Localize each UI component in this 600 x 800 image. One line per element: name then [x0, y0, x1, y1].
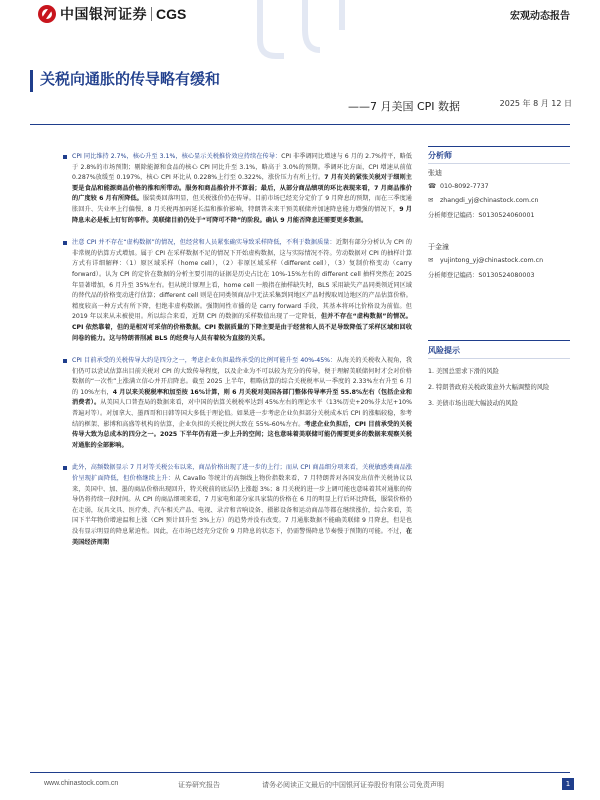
bullet-icon: [63, 359, 67, 363]
footer-divider: [30, 772, 570, 773]
watermark-graphic: [250, 0, 360, 60]
report-title: 关税向通胀的传导略有缓和: [40, 70, 221, 88]
email-text[interactable]: zhangdi_yj@chinastock.com.cn: [440, 196, 539, 204]
phone-text: 010-8092-7737: [440, 182, 489, 190]
paragraph-lead: CPI 目前承受的关税传导大约是四分之一，考虑企业负担最终承受的比例可能升至 40%-45%：: [72, 357, 337, 365]
paragraph-emphasis-2: 9 月降息未必是板上钉钉的事件。美联储目前仍处于“可降可不降”的阶段。确认 9 月能否降息还需要更多数据。: [72, 205, 412, 224]
analyst-heading: 分析师: [428, 151, 452, 160]
brand-name-cn: 中国银河证券: [60, 7, 147, 23]
brand-logo-icon: [38, 5, 56, 23]
paragraph: [72, 152, 412, 226]
paragraph-body: CPI 非季调同比增速与 6 月的 2.7%持平，略低于 2.8%的市场预期；剔除能源和食品的核心 CPI 同比升至 3.1%，略高于 3.0%的预期。季调环比方面，CPI 增速从前值 0.287%放缓至 0.197%，核心 CPI 环比从 0.228%上行至 0.322%，涨价压力有所上行。: [72, 153, 412, 182]
paragraph-tail: 服装类回落明显，但关税涨价仍在传导。目前市场已经充分定价了 9 月降息的预期，而在三季度通胀回升、失业率上行偏慢、8 月关税再加码延长温和推价影响，特朗普未来干预美联储并加速降息能力增强的情况下，: [72, 195, 412, 213]
paragraph-emphasis: 7 月有关的紧张关税对于细则主要是食品和能源商品价格的推和所带动。服务和商品推价并不算弱；最后，从部分商品绩项的环比表现来看，7 月商品推价的广度较 6 月有所降低。: [72, 174, 412, 203]
sidebar-divider: [428, 340, 570, 341]
sidebar-subdivider: [428, 163, 570, 164]
paragraph-emphasis: 但并不存在“虚构数据”的情况。CPI 依然靠着，但的是相对可采信的价格数据。CPI 数据质量的下降主要是由于经营和人员不足导致降低了采样区域和回收问卷的能力。这与特朗普削减 BLS 的经费与人员有着较为直接的关系。: [72, 313, 412, 342]
sidebar-subdivider: [428, 358, 570, 359]
paragraph-body: 近期有部分分析认为 CPI 的非常规的估算方式增加。属于 CPI 在采样数据不足的情况下开始虚构数据，这与实际情况不符。劳动数据对 CPI 的抽样计算方式有详细解释：（1）原区域采样（home cell），（2）非原区域采样（different cell），（3）复制价格变动（carry forward）。认为 CPI 的定价在数据的分析主要引用的证据是历史占比在 10%-15%左右的 different cell 抽样突然在 2025 年显著增加，6 月升至 35%左右。但从统计原理上看，home cell 一般指在抽样缺失时，BLS 采用缺失产品同类领近同区域的替代品的价格变动进行估算；different cell 则是在同类领商品中无法采集到同地区产品时搜取周边地区的产品估算价格。精度较高一种方式有所下降，但绝非虚构数据。强期间性市播的是 carry forward 手段，其基本将环比价格设为前值。但 2019 年以来从未被使用。所以综合来看，近期 CPI 的数据的采样数值出现了一定降低，: [72, 239, 412, 321]
paragraph-body: 从 Cavallo 等统计的高频线上物价指数来看，7 月特朗普对各国发出信件关税协议以来，美国中、加、墨的商品价格出现回升，特关税前的底层仍上涨超 3%；8 月关税的进一步上调可能也意味着其对通胀的传导仍将持续一段时间。从 CPI 的商品细项来看，7 月家电和部分家具家装的价格在 6 月的明显上行后环比降低，服装价格仍在走弱，玩具文具、医疗类、汽车相关产品、电视、录音和音响设备、摄影设备和运动商品等都在继续涨价，综合来看，美国下半年物价增速温和上涨（CPI 预计回升至 3%上方）的趋势并没有改变。7 月通胀数据不能确美联储 9 月降息，但是也没有显示明显的降息紧迫性。因此，在市场已经充分定价 9 月降息的状态下，仍需警惕降息节奏慢于预期的可能。不过，: [72, 475, 413, 535]
risk-heading: 风险提示: [428, 346, 460, 355]
page-number: 1: [562, 778, 574, 790]
title-divider: [30, 124, 570, 125]
analyst-cert: [428, 210, 534, 219]
paragraph-emphasis-2: 考虑企业负担后，CPI 目前承受的关税传导大致为总成本的四分之一。2025 下半年仍有进一步上升的空间；这也意味着美联储可能仍需要更多的数据来观察关税对通胀的全部影响。: [72, 420, 413, 449]
bullet-icon: [63, 466, 67, 470]
report-date: 2025 年 8 月 12 日: [499, 99, 572, 108]
analyst-name: 张迪: [428, 169, 442, 177]
risk-item: 1. 美国总需求下滑的风险: [428, 368, 499, 375]
paragraph-emphasis: 在美国经济周期: [72, 528, 412, 546]
paragraph-body: 从海关的关税收入视角，我们仍可以尝试估算出目前关税对 CPI 的大致传导程度，以及企业为不可以较为充分的传导，便于理解美联储何时才会对价格数据的“一次性”上涨满立信心并开启降息。截至 2025 上半年，粗略估算的综合关税税率从一季度的 2.33%左右升至 6 月的 10%左右，: [72, 357, 412, 396]
email-text[interactable]: yujintong_yj@chinastock.com.cn: [440, 256, 544, 264]
sidebar-divider: [428, 146, 570, 147]
brand-name-en: CGS: [156, 6, 187, 22]
analyst-email[interactable]: [428, 256, 543, 264]
title-accent-bar: [30, 70, 33, 92]
analyst-phone: [428, 182, 489, 190]
paragraph-lead: 此外，高频数据显示 7 月对等关税公布以来，商品价格出现了进一步的上行；而从 CPI 商品细分项来看，关税敏感类商品涨价呈现扩面降低，但价格继续上升：: [72, 464, 412, 483]
analyst-cert: [428, 270, 534, 279]
brand-logo: [38, 4, 186, 24]
paragraph: [72, 463, 412, 548]
report-subtitle: ——7 月美国 CPI 数据: [347, 100, 460, 113]
risk-item: 3. 美债市场出现大幅波动的风险: [428, 400, 518, 407]
paragraph: [72, 238, 412, 344]
paragraph: [72, 356, 412, 451]
phone-icon: ☎: [428, 182, 437, 190]
email-icon: ✉: [428, 256, 434, 264]
brand-separator: [151, 7, 152, 21]
paragraph-emphasis: 4 月以来关税税率和加至按 16%计算，则 6 月关税对美国各部门整体传导率升至 55.8%左右（包括企业和消费者）。: [72, 388, 412, 407]
footer-website-link[interactable]: www.chinastock.com.cn: [44, 780, 119, 787]
email-icon: ✉: [428, 196, 434, 204]
paragraph-lead: 注意 CPI 并不存在“虚构数据”的情况，但经营和人员紧张确实导致采样降低，不利于数据质量：: [72, 239, 336, 247]
footer-report-type: 证券研究报告: [178, 781, 220, 789]
analyst-email[interactable]: [428, 196, 538, 204]
risk-item: 2. 特朗普政府关税政策意外大幅调整的风险: [428, 384, 550, 391]
cert-text: 分析师登记编码：S0130524080003: [428, 272, 535, 279]
bullet-icon: [63, 241, 67, 245]
main-text: [72, 152, 412, 560]
report-type: 宏观动态报告: [510, 11, 570, 22]
cert-text: 分析师登记编码：S0130524060001: [428, 212, 535, 219]
paragraph-lead: CPI 同比维持 2.7%，核心升至 3.1%，核心显示关税推价效应持续在传导：: [72, 153, 282, 160]
paragraph-tail: 从美国人口普查局的数据来看，对中国的估算关税税率达到 45%左右的理论水平（13%历史+20%芬太尼+10%普遍对等）。对加拿大、墨西哥和日韩等国大多低于理论值。如果进一步考虑企业负担部分关税成本后 CPI 的涨幅较稳，参考结的框架、影博和高盛等机构的估算，企业负担的关税比例大致在 55%-60%左右。: [72, 399, 412, 428]
bullet-icon: [63, 155, 67, 159]
analyst-name: 于金潼: [428, 243, 449, 251]
footer-disclaimer: 请务必阅读正文最后的中国银河证券股份有限公司免责声明: [262, 781, 444, 789]
